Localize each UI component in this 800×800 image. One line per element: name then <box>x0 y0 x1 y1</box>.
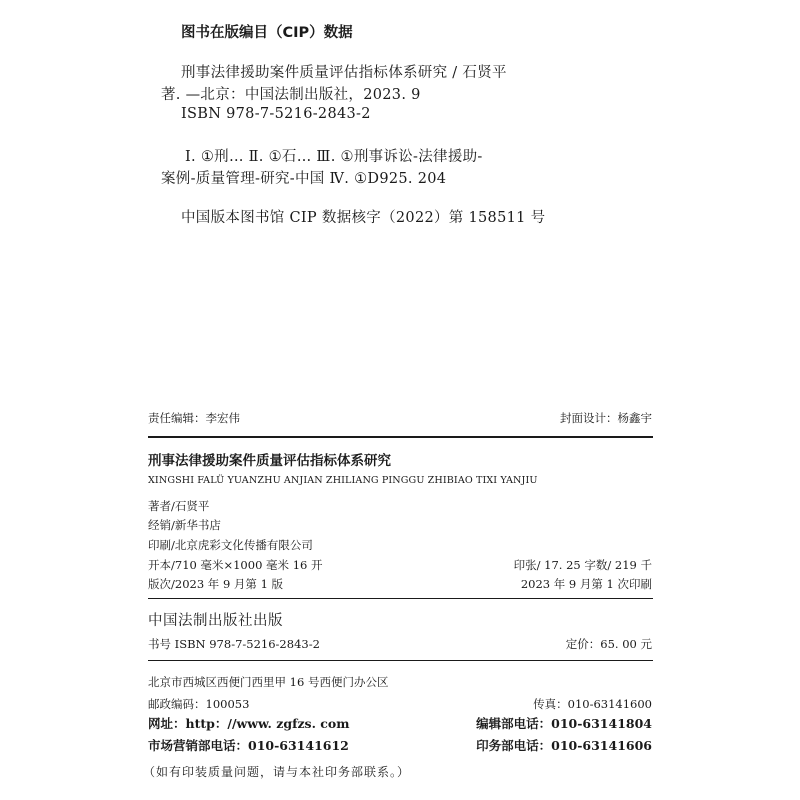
cip-isbn: ISBN 978-7-5216-2843-2 <box>181 106 371 122</box>
book-printer: 印刷/北京虎彩文化传播有限公司 <box>148 538 313 552</box>
publisher-fax: 传真：010-63141600 <box>533 697 652 711</box>
cip-classification-line-2: 案例-质量管理-研究-中国 Ⅳ. ①D925. 204 <box>161 171 447 187</box>
editor-credit: 责任编辑：李宏伟 <box>148 411 240 425</box>
publisher-name: 中国法制出版社出版 <box>148 613 283 629</box>
book-distributor: 经销/新华书店 <box>148 518 221 532</box>
cip-classification-line-1: Ⅰ. ①刑… Ⅱ. ①石… Ⅲ. ①刑事诉讼-法律援助- <box>185 149 483 165</box>
cip-record-number: 中国版本图书馆 CIP 数据核字（2022）第 158511 号 <box>181 210 546 226</box>
cip-title-line: 刑事法律援助案件质量评估指标体系研究 / 石贤平 <box>181 65 507 81</box>
printing-phone: 印务部电话：010-63141606 <box>476 738 652 753</box>
editorial-phone: 编辑部电话：010-63141804 <box>476 716 652 731</box>
cip-publication-line: 著. —北京：中国法制出版社，2023. 9 <box>161 87 421 103</box>
cover-design-credit: 封面设计：杨鑫宇 <box>560 411 652 425</box>
book-format: 开本/710 毫米×1000 毫米 16 开 <box>148 558 323 572</box>
book-title-pinyin: XINGSHI FALÜ YUANZHU ANJIAN ZHILIANG PINGGU ZHIBIAO TIXI YANJIU <box>148 475 538 486</box>
divider-bottom <box>148 660 653 661</box>
publisher-website: 网址：http：//www. zgfzs. com <box>148 716 350 731</box>
book-sheets-words: 印张/ 17. 25 字数/ 219 千 <box>513 558 652 572</box>
cip-heading: 图书在版编目（CIP）数据 <box>181 25 353 41</box>
quality-note: （如有印装质量问题，请与本社印务部联系。） <box>143 765 411 779</box>
divider-top <box>148 436 653 438</box>
book-edition: 版次/2023 年 9 月第 1 版 <box>148 577 284 591</box>
divider-middle <box>148 598 653 599</box>
publisher-address: 北京市西城区西便门西里甲 16 号西便门办公区 <box>148 675 389 689</box>
book-title: 刑事法律援助案件质量评估指标体系研究 <box>148 453 391 469</box>
publisher-postcode: 邮政编码：100053 <box>148 697 250 711</box>
book-price: 定价：65. 00 元 <box>565 637 652 651</box>
book-author: 著者/石贤平 <box>148 499 210 513</box>
book-printing: 2023 年 9 月第 1 次印刷 <box>520 577 652 591</box>
publisher-isbn: 书号 ISBN 978-7-5216-2843-2 <box>148 637 320 651</box>
marketing-phone: 市场营销部电话：010-63141612 <box>148 738 349 753</box>
